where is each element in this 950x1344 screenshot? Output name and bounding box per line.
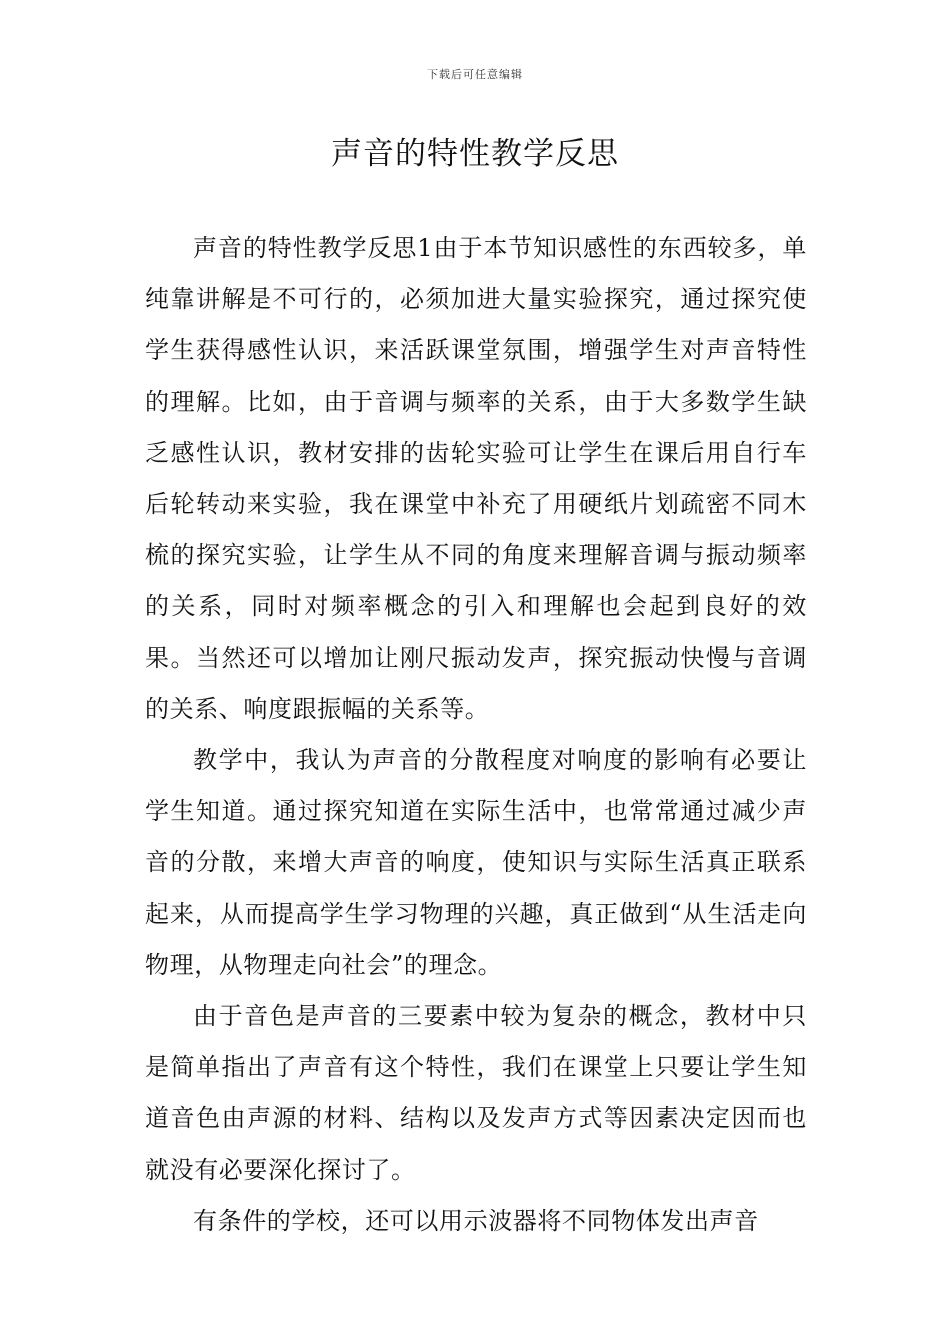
paragraph-2: 教学中，我认为声音的分散程度对响度的影响有必要让学生知道。通过探究知道在实际生活中，也常常通过减少声音的分散，来增大声音的响度，使知识与实际生活真正联系起来，从而提高学生学习物理的兴趣，真正做到“从生活走向物理，从物理走向社会”的理念。 (145, 746, 807, 979)
paragraph-3: 由于音色是声音的三要素中较为复杂的概念，教材中只是简单指出了声音有这个特性，我们在课堂上只要让学生知道音色由声源的材料、结构以及发声方式等因素决定因而也就没有必要深化探讨了。 (145, 1002, 807, 1184)
document-title: 声音的特性教学反思 (331, 136, 619, 172)
header-note: 下载后可任意编辑 (427, 68, 523, 81)
paragraph-1: 声音的特性教学反思1由于本节知识感性的东西较多，单纯靠讲解是不可行的，必须加进大量实验探究，通过探究使学生获得感性认识，来活跃课堂氛围，增强学生对声音特性的理解。比如，由于音调与频率的关系，由于大多数学生缺乏感性认识，教材安排的齿轮实验可让学生在课后用自行车后轮转动来实验，我在课堂中补充了用硬纸片划疏密不同木梳的探究实验，让学生从不同的角度来理解音调与振动频率的关系，同时对频率概念的引入和理解也会起到良好的效果。当然还可以增加让刚尺振动发声，探究振动快慢与音调的关系、响度跟振幅的关系等。 (145, 234, 807, 723)
document-body (145, 223, 807, 1247)
paragraph-4: 有条件的学校，还可以用示波器将不同物体发出声音 (193, 1206, 759, 1235)
